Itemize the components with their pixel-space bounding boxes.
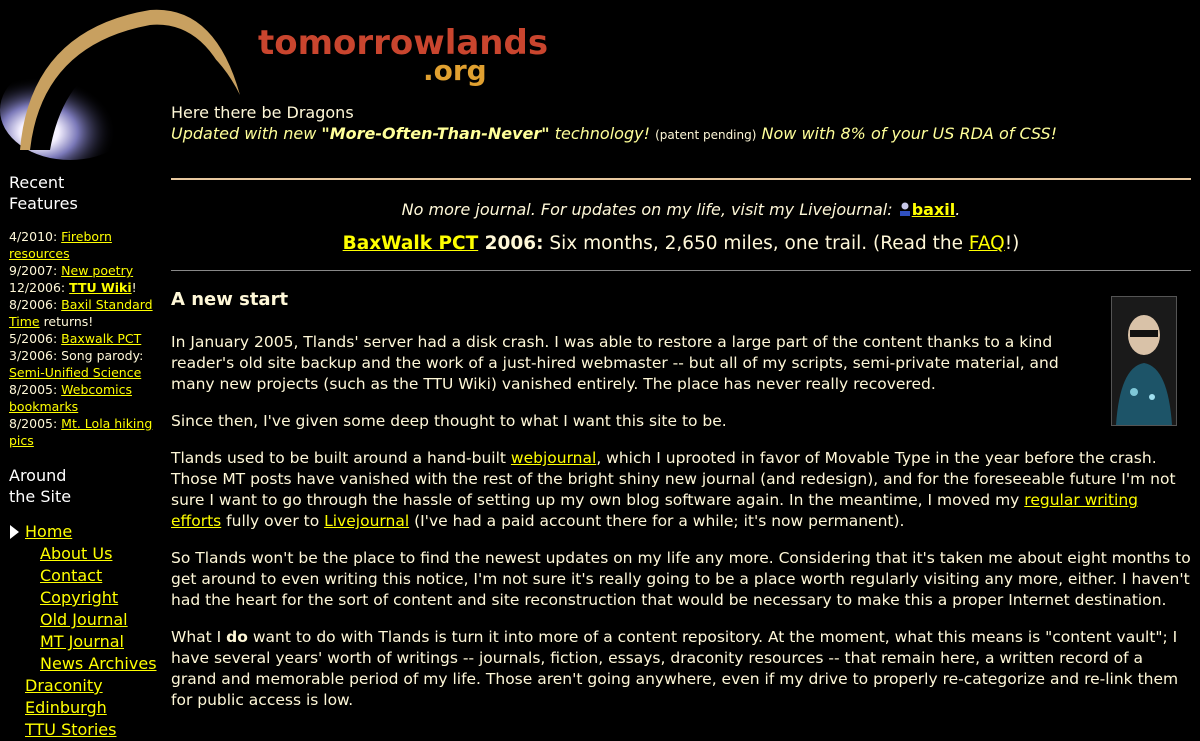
- nav-edinburgh: [9, 697, 159, 719]
- article-paragraph-4: So Tlands won't be the place to find the newest updates on my life any more. Considering that it's taken me about eight months to get around to even writing this notice, I'm not sure it's really going to be a place worth regularly visiting any more, either. I haven't had the heart for the sort of content and site reconstruction that would be necessary to make this a proper Internet destination.: [171, 549, 1191, 609]
- livejournal-link[interactable]: Livejournal: [324, 512, 410, 530]
- nav-copyright-link[interactable]: Copyright: [40, 588, 119, 607]
- livejournal-user-icon[interactable]: [898, 201, 912, 217]
- article-paragraph-3: [171, 448, 1191, 532]
- baxwalk-text: Six months, 2,650 miles, one trail. (Read the: [543, 233, 969, 254]
- livejournal-baxil-link[interactable]: baxil: [911, 200, 956, 219]
- header-divider: [171, 178, 1191, 180]
- recent-item: [9, 262, 159, 279]
- p5-text-b: want to do with Tlands is turn it into more of a content repository. At the moment, what this means is "content vault"; I have several years' worth of writings -- journals, fiction, essays, draconity resources -- that remain here, a written record of a grand and memorable period of my life. Those aren't going anywhere, even if my drive to properly re-categorize and re-link them for public access is low.: [171, 628, 1179, 709]
- nav-ttu-stories-link[interactable]: TTU Stories: [25, 720, 117, 739]
- recent-suffix: returns!: [39, 314, 94, 329]
- recent-item: [9, 415, 159, 449]
- recent-link-webcomics[interactable]: Webcomics bookmarks: [9, 382, 132, 414]
- webjournal-link[interactable]: webjournal: [510, 449, 597, 467]
- banner-divider: [171, 270, 1191, 271]
- recent-date: 3/2006: Song parody:: [9, 348, 144, 363]
- p3-text-d: (I've had a paid account there for a while; it's now permanent).: [409, 512, 905, 530]
- nav-draconity-link[interactable]: Draconity: [25, 676, 103, 695]
- article-paragraph-1: In January 2005, Tlands' server had a disk crash. I was able to restore a large part of the content thanks to a kind reader's old site backup and the work of a just-hired webmaster -- but all of my scripts, semi-private material, and many new projects (such as the TTU Wiki) vanished entirely. The place has never really recovered.: [171, 333, 1059, 393]
- notice-text: No more journal. For updates on my life, visit my Livejournal:: [401, 200, 898, 219]
- nav-news-archives-link[interactable]: News Archives: [40, 654, 157, 673]
- site-logo[interactable]: [258, 22, 549, 92]
- recent-features-heading: [9, 172, 159, 214]
- nav-mt-journal: [9, 631, 159, 653]
- p5-bold: do: [226, 628, 248, 646]
- recent-item: [9, 330, 159, 347]
- recent-heading-line2: Features: [9, 194, 78, 213]
- recent-date: 8/2005:: [9, 382, 62, 397]
- recent-item: [9, 279, 159, 296]
- nav-about: [9, 543, 159, 565]
- recent-link-baxil-standard-time[interactable]: Baxil Standard Time: [9, 297, 153, 329]
- nav-copyright: [9, 587, 159, 609]
- article-paragraph-2: Since then, I've given some deep thought to what I want this site to be.: [171, 412, 727, 430]
- recent-date: 9/2007:: [9, 263, 62, 278]
- around-heading-line2: the Site: [9, 487, 72, 506]
- site-nav: [9, 521, 159, 741]
- recent-link-new-poetry[interactable]: New poetry: [61, 263, 134, 278]
- recent-link-mt-lola[interactable]: Mt. Lola hiking pics: [9, 416, 153, 448]
- notice-end: .: [955, 200, 961, 219]
- tagline-text-b: "More-Often-Than-Never": [321, 124, 550, 143]
- recent-date: 8/2006:: [9, 297, 62, 312]
- recent-link-ttu-wiki[interactable]: TTU Wiki: [69, 280, 132, 295]
- recent-heading-line1: Recent: [9, 173, 65, 192]
- recent-date: 4/2010:: [9, 229, 62, 244]
- tagline-text-e: Now with 8% of your US RDA of CSS!: [761, 124, 1058, 143]
- recent-suffix: !: [131, 280, 137, 295]
- nav-home-link[interactable]: Home: [25, 522, 73, 541]
- article-paragraph-5: [171, 627, 1191, 711]
- article: [171, 289, 1191, 711]
- around-heading-line1: Around: [9, 466, 67, 485]
- recent-link-fireborn[interactable]: Fireborn resources: [9, 229, 112, 261]
- around-site-heading: [9, 465, 159, 507]
- sidebar: [9, 172, 159, 741]
- tagline-text-a: Updated with new: [171, 124, 322, 143]
- logo-suffix: .org: [423, 54, 487, 87]
- main-content: [171, 178, 1191, 727]
- nav-home: [9, 521, 159, 543]
- tagline-text-d: !: [643, 124, 650, 143]
- nav-contact: [9, 565, 159, 587]
- p3-text-a: Tlands used to be built around a hand-built: [171, 449, 511, 467]
- recent-features-list: [9, 228, 159, 449]
- tagline-patent-pending: (patent pending): [655, 128, 757, 142]
- recent-date: 12/2006:: [9, 280, 70, 295]
- recent-item: [9, 381, 159, 415]
- tagline-text-c: technology: [549, 124, 644, 143]
- nav-old-journal: [9, 609, 159, 631]
- baxwalk-faq-link[interactable]: FAQ: [968, 233, 1005, 254]
- article-title: A new start: [171, 289, 289, 310]
- author-portrait-image: [1112, 297, 1176, 425]
- recent-item: [9, 296, 159, 330]
- baxwalk-pct-link[interactable]: BaxWalk PCT: [342, 233, 479, 254]
- nav-news-archives: [9, 653, 159, 675]
- baxwalk-year: 2006:: [478, 233, 544, 254]
- journal-notice: [171, 200, 1191, 219]
- p5-text-a: What I: [171, 628, 227, 646]
- regular-writing-efforts-link[interactable]: regular writing efforts: [171, 491, 1139, 530]
- baxwalk-banner: [171, 233, 1191, 254]
- nav-old-journal-link[interactable]: Old Journal: [40, 610, 128, 629]
- p3-text-b: , which I uprooted in favor of Movable Type in the year before the crash. Those MT posts have vanished with the rest of the bright shiny new journal (and redesign), and for the foreseeable future I'm not sure I want to go through the hassle of setting up my own blog software again. In the meantime, I moved my: [171, 449, 1176, 509]
- nav-about-link[interactable]: About Us: [40, 544, 113, 563]
- nav-ttu-stories: [9, 719, 159, 741]
- recent-link-semi-unified-science[interactable]: Semi-Unified Science: [9, 365, 142, 380]
- recent-item: [9, 347, 159, 381]
- recent-item: [9, 228, 159, 262]
- nav-mt-journal-link[interactable]: MT Journal: [40, 632, 124, 651]
- tagline: [171, 102, 1057, 146]
- nav-contact-link[interactable]: Contact: [40, 566, 103, 585]
- tagline-line1: Here there be Dragons: [171, 103, 354, 122]
- recent-date: 5/2006:: [9, 331, 62, 346]
- nav-edinburgh-link[interactable]: Edinburgh: [25, 698, 107, 717]
- logo-text: tomorrowlands: [258, 23, 549, 63]
- tagline-line2: [171, 123, 1057, 146]
- recent-date: 8/2005:: [9, 416, 62, 431]
- recent-link-baxwalk[interactable]: Baxwalk PCT: [61, 331, 142, 346]
- baxwalk-end: !): [1004, 233, 1020, 254]
- nav-draconity: [9, 675, 159, 697]
- author-photo: [1111, 296, 1177, 426]
- p3-text-c: fully over to: [221, 512, 325, 530]
